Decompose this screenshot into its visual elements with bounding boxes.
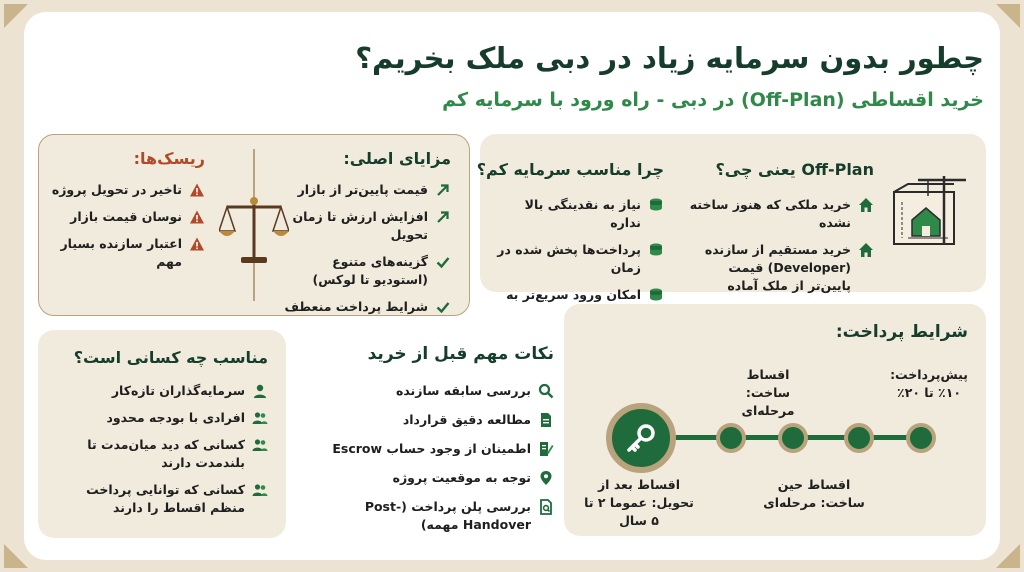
list-item: [45, 235, 205, 271]
advantages-heading: مزایای اصلی:: [343, 149, 451, 168]
list-item: [684, 196, 874, 232]
post-handover-text: اقساط بعد از تحویل: عموما ۲ تا ۵ سال: [584, 477, 694, 528]
advantage-text: افزایش ارزش تا زمان تحویل: [292, 209, 428, 242]
user-icon: [252, 383, 268, 399]
risk-text: اعتبار سازنده بسیار مهم: [60, 236, 182, 269]
timeline-stage-dot: [844, 423, 874, 453]
trend-up-icon: [435, 209, 451, 225]
list-item: [314, 469, 554, 487]
risk-text: تاخیر در تحویل پروژه: [51, 182, 182, 197]
coins-icon: [648, 197, 664, 213]
audience-text: کسانی که توانایی پرداخت منظم اقساط را دارند: [86, 482, 245, 515]
payment-heading: شرایط پرداخت:: [835, 322, 968, 342]
list-item: [281, 208, 451, 244]
advantage-text: قیمت پایین‌تر از بازار: [297, 182, 428, 197]
corner-ornament: [996, 4, 1020, 28]
list-item: [45, 181, 205, 199]
warning-icon: [189, 182, 205, 198]
audience-text: افرادی با بودجه محدود: [106, 410, 245, 425]
corner-ornament: [4, 544, 28, 568]
home-icon: [858, 197, 874, 213]
handover-key-badge: [606, 403, 676, 473]
list-item: [45, 208, 205, 226]
construction-installments-text: اقساط ساخت: مرحله‌ای: [741, 367, 795, 418]
balance-scale-icon: [219, 193, 289, 269]
why-item-text: پرداخت‌ها پخش شده در زمان: [497, 242, 641, 275]
audience-text: کسانی که دید میان‌مدت تا بلندمدت دارند: [87, 437, 245, 470]
location-pin-icon: [538, 470, 554, 486]
list-item: [281, 181, 451, 199]
risks-heading: ریسک‌ها:: [133, 149, 205, 168]
advantages-list: [281, 181, 451, 325]
stage-label-construction: [732, 366, 804, 420]
tip-text: بررسی سابقه سازنده: [395, 383, 531, 398]
offplan-item-text: خرید مستقیم از سازنده (Developer) قیمت پایین‌تر از ملک آماده: [704, 242, 851, 293]
timeline-stage-dot: [778, 423, 808, 453]
plan-document-icon: [538, 499, 554, 515]
scale-illustration: [219, 193, 289, 269]
suitable-for-heading: مناسب چه کسانی است؟: [73, 348, 268, 367]
stage-label-during-construction: [762, 476, 866, 512]
list-item: [684, 241, 874, 295]
payment-terms-card: [564, 304, 986, 536]
list-item: [494, 241, 664, 277]
tip-text: بررسی پلن پرداخت (Post-Handover مهمه): [364, 499, 531, 532]
tips-list: [314, 382, 554, 543]
list-item: [314, 440, 554, 458]
risks-list: [45, 181, 205, 280]
check-icon: [435, 299, 451, 315]
offplan-list: [684, 196, 874, 304]
list-item: [281, 253, 451, 289]
why-item-text: امکان ورود سریع‌تر به: [506, 287, 641, 302]
offplan-intro-card: [476, 134, 986, 302]
crane-building-icon: [888, 172, 968, 252]
coins-icon: [648, 287, 664, 303]
suitable-for-list: [54, 382, 268, 526]
corner-ornament: [4, 4, 28, 28]
why-low-capital-heading: چرا مناسب سرمایه کم؟: [476, 160, 664, 179]
tip-text: توجه به موقعیت پروژه: [392, 470, 531, 485]
key-icon: [624, 421, 658, 455]
risk-text: نوسان قیمت بازار: [70, 209, 182, 224]
suitable-for-card: [38, 330, 286, 538]
check-icon: [435, 254, 451, 270]
coins-icon: [648, 242, 664, 258]
search-icon: [538, 383, 554, 399]
advantages-risks-card: [38, 134, 470, 316]
warning-icon: [189, 236, 205, 252]
list-item: [314, 411, 554, 429]
list-item: [54, 382, 268, 400]
list-item: [314, 382, 554, 400]
list-item: [54, 409, 268, 427]
list-item: [281, 298, 451, 316]
advantage-text: شرایط پرداخت منعطف: [284, 299, 428, 314]
advantage-text: گزینه‌های متنوع (استودیو تا لوکس): [312, 254, 428, 287]
list-item: [314, 498, 554, 534]
list-item: [54, 481, 268, 517]
contract-icon: [538, 441, 554, 457]
trend-up-icon: [435, 182, 451, 198]
users-icon: [252, 437, 268, 453]
tip-text: اطمینان از وجود حساب Escrow: [332, 441, 531, 456]
list-item: [54, 436, 268, 472]
stage-label-down-payment: [890, 366, 968, 402]
construction-illustration: [888, 172, 968, 252]
users-icon: [252, 410, 268, 426]
offplan-item-text: خرید ملکی که هنوز ساخته نشده: [689, 197, 851, 230]
users-icon: [252, 482, 268, 498]
stage-label-post-handover: [580, 476, 698, 530]
list-item: [494, 196, 664, 232]
timeline-stage-dot: [716, 423, 746, 453]
audience-text: سرمایه‌گذاران تازه‌کار: [111, 383, 245, 398]
tips-heading: نکات مهم قبل از خرید: [367, 344, 554, 364]
home-icon: [858, 242, 874, 258]
document-icon: [538, 412, 554, 428]
warning-icon: [189, 209, 205, 225]
page-title: چطور بدون سرمایه زیاد در دبی ملک بخریم؟: [355, 41, 984, 75]
corner-ornament: [996, 544, 1020, 568]
during-construction-text: اقساط حین ساخت: مرحله‌ای: [763, 477, 865, 510]
down-payment-text: پیش‌پرداخت: ۱۰٪ تا ۲۰٪: [890, 367, 968, 400]
timeline-stage-dot: [906, 423, 936, 453]
why-item-text: نیاز به نقدینگی بالا نداره: [524, 197, 641, 230]
tip-text: مطالعه دقیق قرارداد: [402, 412, 531, 427]
offplan-heading: Off-Plan یعنی چی؟: [715, 160, 874, 179]
page-subtitle: خرید اقساطی (Off-Plan) در دبی - راه ورود با سرمایه کم: [442, 89, 984, 111]
